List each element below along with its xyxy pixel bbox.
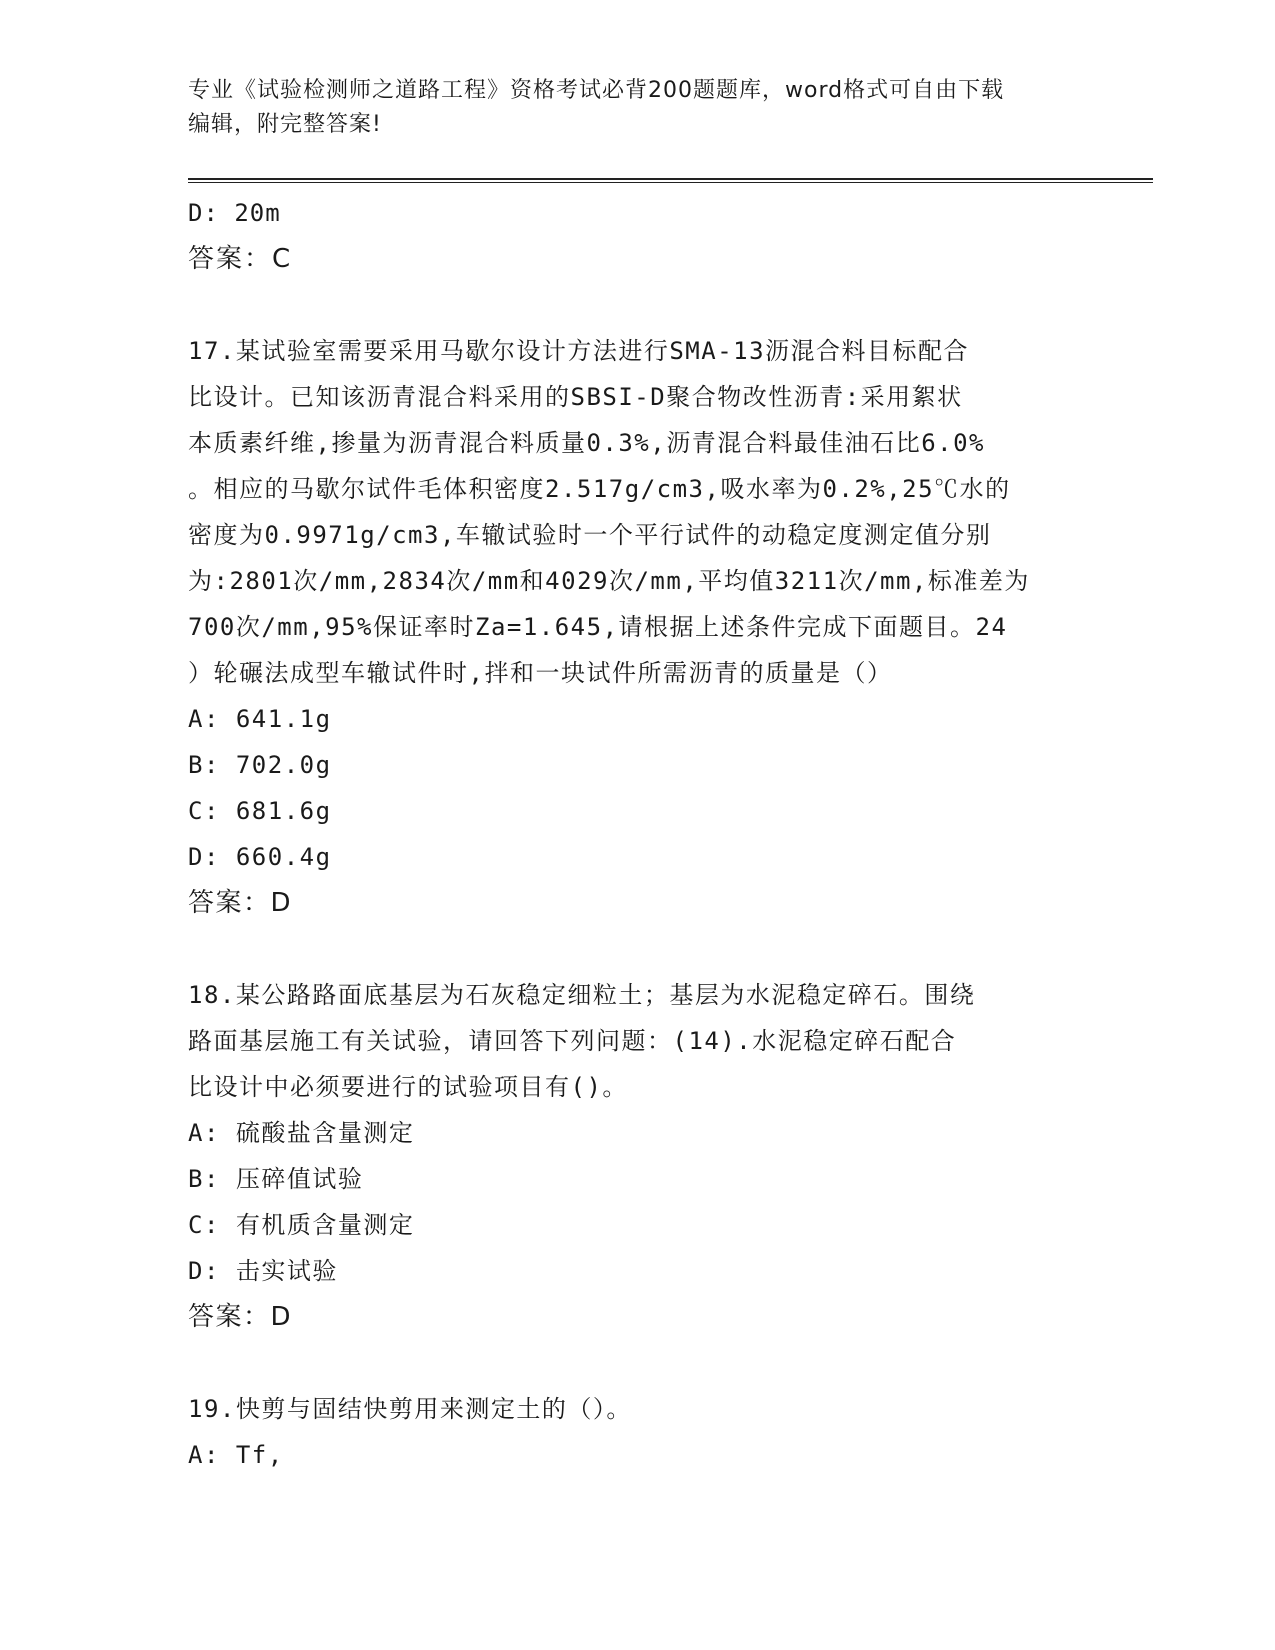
option-d: D: 660.4g bbox=[188, 843, 332, 871]
question-text-line: 为:2801次/mm,2834次/mm和4029次/mm,平均值3211次/mm,标准差为 bbox=[188, 567, 1030, 595]
option-b: B: 压碎值试验 bbox=[188, 1165, 364, 1193]
question-text-line: 密度为0.9971g/cm3,车辙试验时一个平行试件的动稳定度测定值分别 bbox=[188, 521, 992, 549]
question-text-line: 19.快剪与固结快剪用来测定土的（）。 bbox=[188, 1395, 632, 1423]
question-text-line: 比设计中必须要进行的试验项目有()。 bbox=[188, 1073, 628, 1101]
option-c: C: 681.6g bbox=[188, 797, 332, 825]
option-a: A: 641.1g bbox=[188, 705, 332, 733]
question-text-line: 17.某试验室需要采用马歇尔设计方法进行SMA-13沥混合料目标配合 bbox=[188, 337, 970, 365]
question-text-line: ）轮碾法成型车辙试件时,拌和一块试件所需沥青的质量是（） bbox=[188, 659, 893, 687]
option-c: C: 有机质含量测定 bbox=[188, 1211, 415, 1239]
question-19 bbox=[188, 1386, 1088, 1478]
question-text-line: 比设计。已知该沥青混合料采用的SBSI-D聚合物改性沥青:采用絮状 bbox=[188, 383, 963, 411]
question-text-line: 本质素纤维,掺量为沥青混合料质量0.3%,沥青混合料最佳油石比6.0% bbox=[188, 429, 985, 457]
header-divider-thin bbox=[188, 182, 1153, 183]
answer-line: 答案：C bbox=[188, 244, 293, 274]
question-17 bbox=[188, 328, 1088, 926]
option-a: A: Tf, bbox=[188, 1441, 284, 1469]
question-text-line: 18.某公路路面底基层为石灰稳定细粒土；基层为水泥稳定碎石。围绕 bbox=[188, 981, 976, 1009]
option-b: B: 702.0g bbox=[188, 751, 332, 779]
question-text-line: 路面基层施工有关试验，请回答下列问题：(14).水泥稳定碎石配合 bbox=[188, 1027, 957, 1055]
page-header bbox=[188, 74, 1088, 142]
answer-line: 答案：D bbox=[188, 888, 293, 918]
answer-line: 答案：D bbox=[188, 1302, 293, 1332]
option-d: D: 击实试验 bbox=[188, 1257, 338, 1285]
previous-question-tail bbox=[188, 190, 1088, 282]
header-line-2: 编辑，附完整答案! bbox=[188, 112, 382, 137]
question-18 bbox=[188, 972, 1088, 1340]
header-line-1: 专业《试验检测师之道路工程》资格考试必背200题题库，word格式可自由下载 bbox=[188, 78, 1005, 103]
document-body bbox=[188, 190, 1088, 1478]
header-divider bbox=[188, 178, 1153, 180]
question-text-line: 。相应的马歇尔试件毛体积密度2.517g/cm3,吸水率为0.2%,25℃水的 bbox=[188, 475, 1011, 503]
option-d: D: 20m bbox=[188, 199, 281, 227]
question-text-line: 700次/mm,95%保证率时Za=1.645,请根据上述条件完成下面题目。24 bbox=[188, 613, 1008, 641]
option-a: A: 硫酸盐含量测定 bbox=[188, 1119, 415, 1147]
